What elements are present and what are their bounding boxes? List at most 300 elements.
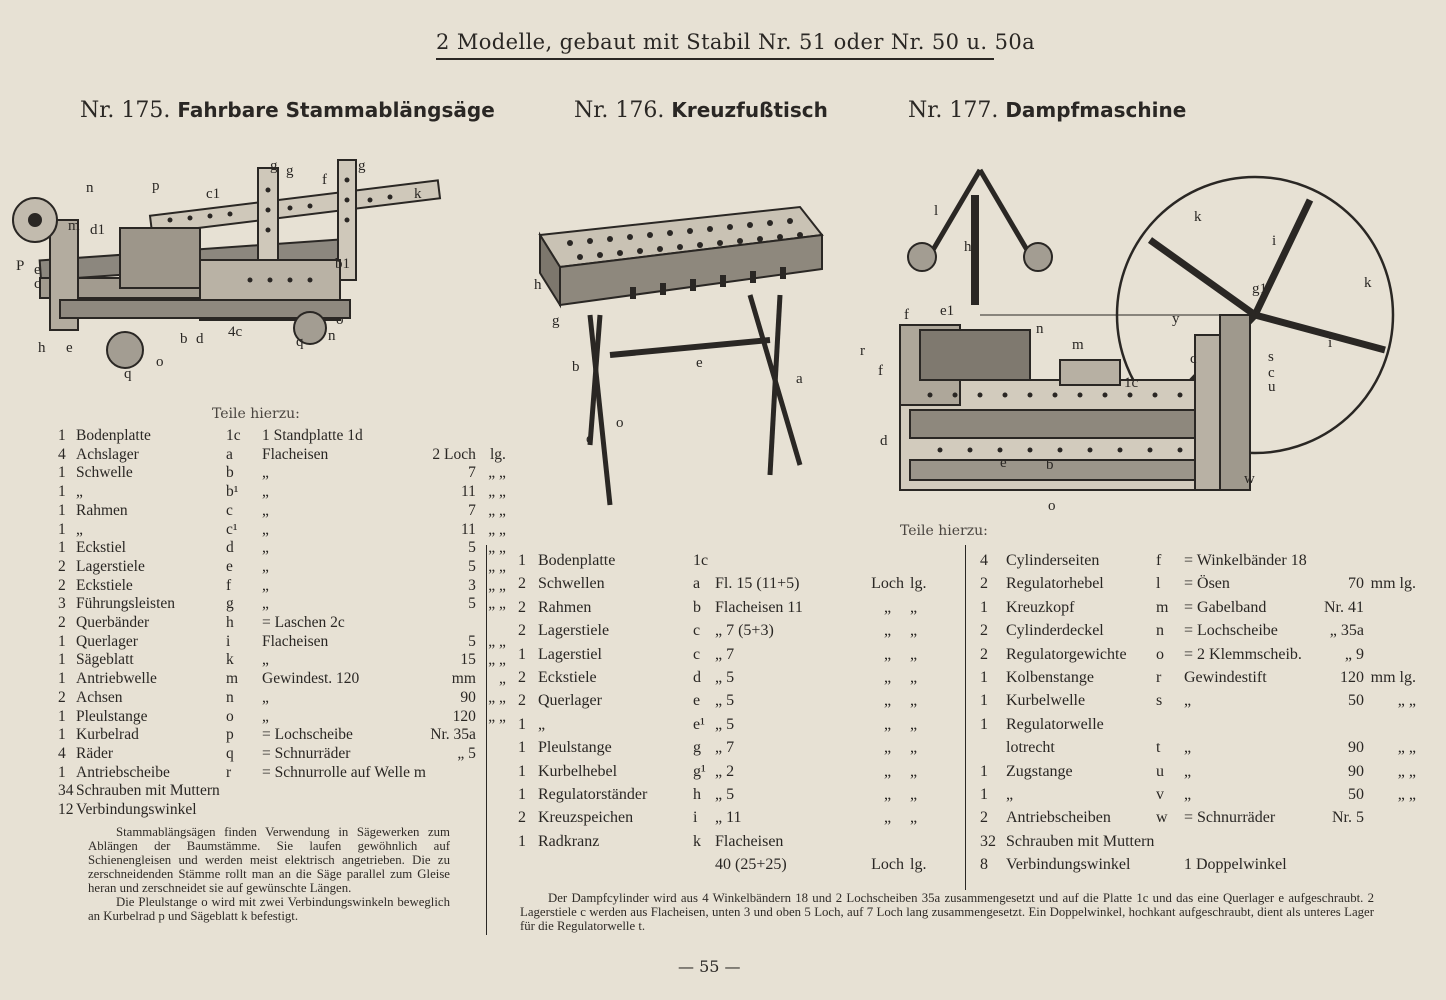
parts-cell: „ [1184,762,1192,780]
parts-cell: 5 [468,632,476,650]
parts-row [58,782,506,801]
parts-row [518,853,950,876]
parts-cell: c¹ [226,520,238,538]
parts-heading-176-177: Teile hierzu: [900,523,988,539]
parts-cell: „ [262,483,269,501]
parts-cell: 3 [468,576,476,594]
parts-cell: „ [910,622,918,640]
parts-cell: Kurbelhebel [538,762,618,780]
parts-cell: Regulatorständer [538,786,648,804]
parts-cell [1364,619,1416,642]
parts-cell: g¹ [693,762,706,780]
parts-cell: lg. [910,575,927,593]
model-175-title [80,98,495,123]
parts-row [58,427,506,446]
parts-cell: c [693,645,701,663]
parts-cell: Bodenplatte [76,427,151,444]
parts-cell: Schwelle [76,464,133,482]
parts-cell [1324,830,1364,853]
parts-cell: e¹ [693,715,705,733]
parts-cell [1364,596,1416,619]
parts-cell: 15 [460,651,476,669]
description-175-p1: Stammablängsägen finden Verwendung in Sägewerken zum Ablängen der Baumstämme. Sie laufen gewöhnlich auf Schienengleisen und werden meist elektrisch angetrieben. Die zu zerschneidenden Stämme rollt man an die Säge parallel zum Gleise heran und zerschneidet sie auf gewünschte Längen. [88,825,450,895]
parts-cell [1364,713,1416,736]
svg-text:o: o [1048,498,1056,514]
parts-cell: 2 [980,575,988,593]
svg-text:o: o [616,415,624,431]
parts-cell: Flacheisen [262,632,329,650]
parts-cell: 1 [58,763,66,781]
parts-cell: Antriebwelle [76,670,157,688]
parts-cell: „ [76,483,83,501]
parts-cell: „ „ [488,576,506,594]
svg-text:4c: 4c [228,324,243,340]
parts-cell: „ [499,670,506,688]
parts-cell [426,764,476,783]
parts-cell: 3 [58,595,66,613]
parts-cell: Loch [871,856,904,874]
parts-cell: 2 [518,669,526,687]
parts-row [980,806,1416,829]
svg-text:d: d [196,331,204,347]
parts-cell: Regulatorwelle [1006,715,1104,733]
parts-cell: „ [1184,739,1192,757]
parts-cell [226,782,262,801]
svg-text:h: h [964,239,972,255]
svg-text:n: n [86,180,94,196]
parts-cell: „ „ [488,464,506,482]
svg-text:b: b [180,331,188,347]
svg-text:g: g [358,158,366,174]
parts-cell: 2 [518,575,526,593]
parts-cell: Kurbelwelle [1006,692,1086,710]
parts-cell: Achsen [76,688,123,706]
parts-row [58,708,506,727]
parts-cell: 1 [58,520,66,538]
description-175-p2: Die Pleulstange o wird mit zwei Verbindungswinkeln beweglich an Kurbelrad p und Sägeblatt k befestigt. [88,895,450,923]
svg-text:u: u [1268,379,1276,395]
svg-text:b: b [572,359,580,375]
parts-cell [476,427,506,446]
parts-cell: „ 7 [715,739,735,757]
svg-text:c: c [1268,365,1275,381]
parts-cell [1324,549,1364,572]
parts-cell [980,736,1006,759]
parts-cell: 1 [980,598,988,616]
parts-cell: Rahmen [538,598,592,616]
parts-cell: h [693,786,701,804]
parts-cell: „ „ [488,632,506,650]
parts-cell: 4 [980,552,988,569]
parts-table-176 [518,549,950,877]
parts-cell: Nr. 41 [1324,598,1364,616]
parts-cell: t [1156,739,1161,757]
svg-text:c: c [1190,351,1197,367]
parts-cell [865,549,910,572]
parts-cell: = 2 Klemmscheib. [1184,645,1302,663]
parts-cell: = Laschen 2c [262,614,345,632]
parts-cell: Kreuzspeichen [538,809,634,827]
parts-cell: 5 [468,595,476,613]
parts-row [518,689,950,712]
parts-cell: 1 [58,483,66,501]
parts-cell [476,614,506,633]
parts-cell: „ [910,786,918,804]
parts-cell: Flacheisen [262,445,329,463]
parts-cell: 1 [58,501,66,519]
parts-cell: „ [1184,786,1192,804]
parts-cell: u [1156,762,1164,780]
parts-cell: „ [262,595,269,613]
parts-cell: „ [883,598,892,616]
parts-cell: 90 [1348,762,1364,780]
parts-cell: c [693,622,701,640]
parts-cell: 2 Loch [432,445,476,463]
svg-text:r: r [860,343,865,359]
model-176-number: Nr. 176. [574,98,665,123]
parts-cell: Lagerstiele [76,557,145,575]
parts-cell: f [226,576,232,594]
parts-cell: o [226,707,234,725]
parts-cell: Schwellen [538,575,605,593]
parts-cell: n [226,688,234,706]
parts-cell: f [1156,552,1162,569]
parts-cell: Nr. 5 [1332,809,1364,827]
parts-cell: Rahmen [76,501,128,519]
parts-cell: Kurbelrad [76,726,139,744]
parts-cell: = Gabelband [1184,598,1267,616]
parts-row [58,464,506,483]
parts-cell: q [226,744,234,762]
parts-row [518,549,950,572]
parts-cell [1156,830,1184,853]
parts-cell: i [226,632,231,650]
svg-text:g: g [286,163,294,179]
parts-cell: l [1156,575,1161,593]
parts-cell: b¹ [226,483,239,501]
parts-cell: r [226,763,232,781]
model-177-name: Dampfmaschine [1005,98,1187,122]
parts-cell: 11 [460,483,476,501]
parts-cell: 2 [518,622,526,640]
svg-text:a: a [796,371,803,387]
svg-text:c1: c1 [206,186,221,202]
parts-row [518,760,950,783]
parts-cell: 50 [1348,692,1364,710]
parts-cell: d [226,539,234,557]
parts-row [58,595,506,614]
parts-cell: Fl. 15 (11+5) [715,575,800,593]
parts-cell: „ [910,692,918,710]
parts-cell: „ 5 [457,744,476,762]
svg-text:o: o [336,312,344,328]
parts-row [58,745,506,764]
parts-row [980,619,1416,642]
parts-cell [1156,853,1184,876]
parts-cell: „ [883,669,892,687]
model-176-title [574,98,828,123]
page-header: 2 Modelle, gebaut mit Stabil Nr. 51 oder Nr. 50 u. 50a [436,30,1036,54]
parts-cell: „ 5 [715,715,735,733]
parts-cell: Regulatorgewichte [1006,645,1127,663]
parts-cell: g [226,595,234,613]
parts-cell: Querlager [76,632,138,650]
description-177-p1: Der Dampfcylinder wird aus 4 Winkelbändern 18 und 2 Lochscheiben 35a zusammengesetzt und auf die Platte 1c und das eine Querlager e aufgeschraubt. 2 Lagerstiele c werden aus Flacheisen, unten 3 und oben 5 Loch, auf 7 Loch lang zusammengesetzt. Ein Doppelwinkel, hochkant aufgeschraubt, dient als unteres Lager für die Regulatorwelle t. [520,891,1374,933]
parts-cell: p [226,726,234,744]
parts-cell: „ [262,688,269,706]
parts-row [58,539,506,558]
parts-cell: Bodenplatte [538,552,616,569]
svg-text:d1: d1 [90,222,105,238]
parts-cell: = Schnurräder [262,744,351,762]
parts-cell: „ [1006,786,1014,804]
parts-cell: = Lochscheibe [1184,622,1278,640]
parts-cell: 1 [58,651,66,669]
parts-cell: 2 [980,645,988,663]
parts-cell: 2 [518,692,526,710]
illustration-table-model-176 [530,195,830,515]
parts-cell: 2 [980,809,988,827]
parts-cell: 1 [980,669,988,687]
parts-cell: m [226,670,239,688]
parts-cell: d [693,669,701,687]
parts-cell [426,782,476,801]
parts-cell: „ [883,762,892,780]
parts-cell: Verbindungswinkel [76,801,197,819]
parts-row [980,853,1416,876]
parts-cell: 4 [58,445,66,463]
parts-cell: n [1156,622,1164,640]
parts-cell: 8 [980,856,988,874]
svg-text:l: l [934,203,939,219]
parts-cell [865,830,910,853]
parts-table-177 [980,549,1416,877]
parts-cell [476,782,506,801]
parts-row [980,689,1416,712]
parts-cell: „ „ [488,557,506,575]
parts-cell: 1 [58,707,66,725]
parts-cell: 32 [980,832,996,850]
illustration-saw-model-175 [0,150,470,390]
parts-cell: „ [910,739,918,757]
parts-cell: i [693,809,698,827]
parts-cell [426,427,476,446]
parts-cell: Lagerstiele [538,622,610,640]
parts-cell: 1 [980,715,988,733]
parts-row [518,806,950,829]
parts-cell: Lagerstiel [538,645,602,663]
illustration-steam-engine-model-177 [860,165,1400,514]
parts-cell: Führungsleisten [76,595,176,613]
parts-cell: = Winkelbänder 18 [1184,552,1307,569]
parts-cell: Gewindest. 120 [262,670,360,688]
parts-cell: 1 [980,762,988,780]
parts-cell: Eckstiele [538,669,597,687]
parts-cell: = Lochscheibe [262,726,353,744]
parts-cell [1324,713,1364,736]
parts-cell: v [1156,786,1164,804]
parts-cell [1364,806,1416,829]
parts-cell: 1c [226,427,241,444]
parts-cell: „ „ [488,520,506,538]
header-underline [436,58,994,60]
parts-cell: Querlager [538,692,602,710]
parts-cell: 1 [980,786,988,804]
parts-cell: „ [262,651,269,669]
svg-text:p: p [152,178,160,194]
parts-cell: 50 [1348,786,1364,804]
parts-cell: Nr. 35a [430,726,476,744]
parts-cell: „ „ [488,651,506,669]
parts-cell: 1 [518,762,526,780]
parts-cell: 2 [58,688,66,706]
parts-cell: 1 [518,552,526,569]
parts-cell [910,830,950,853]
svg-text:h: h [534,277,542,293]
parts-cell: „ „ [488,707,506,725]
parts-row [980,830,1416,853]
parts-heading-175: Teile hierzu: [212,406,300,422]
parts-cell [693,853,715,876]
model-176-name: Kreuzfußtisch [671,98,828,122]
parts-row [58,670,506,689]
svg-text:e: e [34,262,41,278]
parts-cell: 1 [518,786,526,804]
parts-cell [1156,713,1184,736]
parts-cell: 1 [58,464,66,482]
parts-row [980,666,1416,689]
parts-cell: e [226,557,233,575]
parts-row [980,736,1416,759]
parts-cell: „ [883,645,892,663]
parts-cell: Flacheisen [715,832,784,850]
parts-cell: a [226,445,233,463]
parts-cell: 1 Standplatte 1d [262,427,363,444]
parts-cell [262,801,426,820]
parts-cell: Räder [76,744,114,762]
parts-cell: „ 2 [715,762,735,780]
parts-cell: 120 [1340,669,1364,687]
parts-cell: „ [883,739,892,757]
svg-text:e: e [66,340,73,356]
parts-cell: h [226,614,234,632]
parts-cell [715,549,865,572]
parts-cell: „ „ [488,539,506,557]
parts-cell: 4 [58,744,66,762]
parts-row [980,643,1416,666]
parts-cell: 2 [58,557,66,575]
parts-cell [1364,549,1416,572]
parts-cell [910,549,950,572]
parts-row [518,783,950,806]
parts-table-175 [58,427,506,820]
parts-cell: 34 [58,782,74,800]
svg-text:i: i [1328,335,1333,351]
svg-text:s: s [1268,349,1274,365]
parts-cell [1184,830,1324,853]
parts-row [518,830,950,853]
parts-row [58,764,506,783]
parts-cell: „ [262,520,269,538]
parts-cell: „ 7 [715,645,735,663]
svg-text:e: e [1000,455,1007,471]
parts-cell: Eckstiele [76,576,133,594]
parts-cell: lg. [489,445,506,463]
parts-cell: „ „ [488,688,506,706]
parts-cell [426,614,476,633]
parts-row [58,558,506,577]
svg-text:q: q [296,334,304,350]
parts-cell: lg. [910,856,927,874]
parts-row [518,596,950,619]
parts-cell: 11 [460,520,476,538]
parts-cell [262,782,426,801]
parts-cell: b [693,598,701,616]
svg-text:g: g [270,158,278,174]
svg-text:P: P [16,258,25,274]
parts-row [58,689,506,708]
parts-row [980,572,1416,595]
parts-cell: „ 5 [715,786,735,804]
parts-row [58,577,506,596]
parts-cell: 1 [58,539,66,557]
parts-cell: Flacheisen 11 [715,598,803,616]
parts-cell [476,726,506,745]
parts-cell [426,801,476,820]
svg-text:f: f [322,172,327,188]
parts-cell: Achslager [76,445,139,463]
parts-cell: mm [451,670,476,688]
parts-cell: „ [910,762,918,780]
svg-text:g1: g1 [1252,281,1267,297]
parts-cell: Regulatorhebel [1006,575,1104,593]
parts-row [980,760,1416,783]
parts-cell [476,745,506,764]
svg-text:m: m [1072,337,1084,353]
svg-text:m: m [68,218,80,234]
parts-cell: 7 [468,501,476,519]
parts-cell: 1 [58,427,66,444]
parts-cell: Kolbenstange [1006,669,1094,687]
parts-cell: „ „ [488,483,506,501]
svg-text:c: c [34,276,41,292]
svg-text:1c: 1c [1124,375,1139,391]
parts-cell: Antriebscheibe [76,763,170,781]
parts-cell: o [1156,645,1164,663]
parts-cell [1364,853,1416,876]
parts-cell: 1 [518,715,526,733]
parts-row [980,783,1416,806]
parts-row [58,801,506,820]
parts-row [980,713,1416,736]
model-177-number: Nr. 177. [908,98,999,123]
parts-cell: Schrauben mit Muttern [1006,832,1155,850]
parts-cell: 1 [58,632,66,650]
parts-cell: 1 [58,670,66,688]
parts-cell: „ [910,715,918,733]
parts-cell: 2 [518,598,526,616]
parts-cell: c [226,501,233,519]
parts-cell: k [693,832,701,850]
parts-cell: 5 [468,557,476,575]
parts-cell: „ [883,809,892,827]
parts-row [518,619,950,642]
parts-cell: „ [262,707,269,725]
parts-cell [538,853,693,876]
parts-cell: „ „ [488,595,506,613]
parts-cell [518,853,538,876]
model-175-number: Nr. 175. [80,98,171,123]
